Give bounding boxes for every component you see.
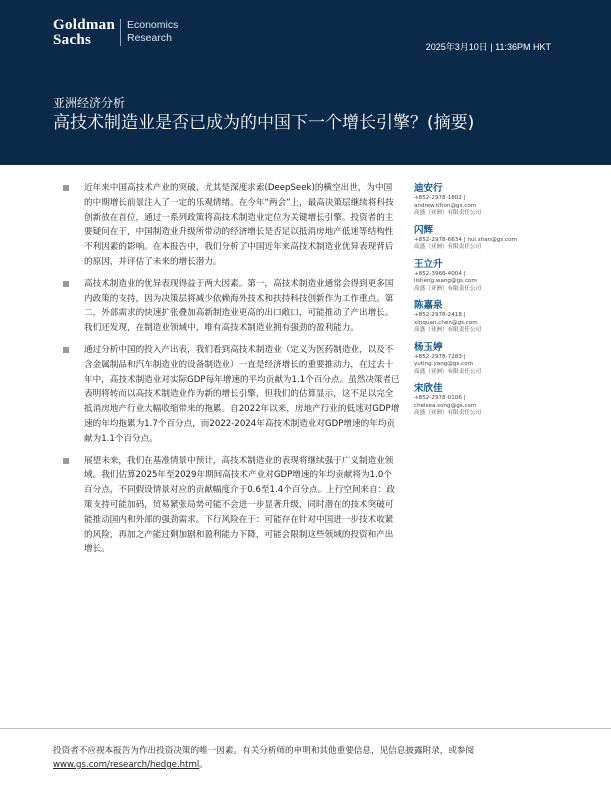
author-email[interactable]: yuting.yang@gs.com [414, 361, 474, 367]
author-phone: +852-3966-4004 | [414, 270, 466, 277]
bullet-text: 通过分析中国的投入产出表，我们看到高技术制造业（定义为医药制造业，以及不含金属制品和汽车制造业的设备制造业）一直是经济增长的重要推动力，在过去十年中，高技术制造业对实际GDP每年增速的平均贡献为1.1个百分点。虽然决策者已表明将转而以高技术制造业作为新的增长引擎，但我们的估算显示，这不足以完全抵消房地产行业大幅收缩带来的拖累。自2022年以来，房地产行业的低迷对GDP增速的年均拖累为1.7个百分点，而2022-2024年高技术制造业对GDP增速的年均贡献为1.1个百分点。 [84, 344, 400, 444]
logo-divider [120, 19, 121, 46]
author-card [414, 342, 564, 377]
logo-line-2: Sachs [53, 32, 92, 48]
summary-bullets [60, 181, 400, 564]
author-card [414, 300, 564, 335]
author-firm: 高盛（亚洲）有限责任公司 [414, 244, 482, 250]
report-header [0, 0, 611, 165]
author-firm: 高盛（亚洲）有限责任公司 [414, 285, 482, 292]
author-email[interactable]: lisheng.wang@gs.com [414, 278, 477, 284]
author-card [414, 183, 564, 218]
author-email[interactable]: xinquan.chen@gs.com [414, 319, 478, 326]
author-phone-email[interactable]: +852-2978-6634 | hui.shan@gs.com [414, 236, 517, 243]
bullet-square-icon [63, 458, 69, 464]
report-date: 2025年3月10日 | 11:36PM HKT [425, 42, 551, 52]
footer-text: 投资者不应视本报告为作出投资决策的唯一因素。有关分析师的申明和其他重要信息，见信息披露附录，或参阅 [53, 746, 475, 756]
bullet-text: 高技术制造业的优异表现得益于两大因素。第一，高技术制造业通常会得到更多国内政策的支持，因为决策层将减少依赖海外技术和扶持科技创新作为工作重点。第二，外部需求的快速扩张叠加高新制造业更高的出口敞口，可能推动了产出增长。我们还发现，在制造业领域中，唯有高技术制造业拥有强劲的盈利能力。 [84, 278, 394, 334]
bullet-item [60, 181, 400, 270]
bullet-text: 近年来中国高技术产业的突破，尤其是深度求索(DeepSeek)的横空出世，为中国的中期增长前景注入了一定的乐观情绪。在今年“两会”上，最高决策层继续将科技创新放在首位，通过一系列政策将高技术制造业定位为关键增长引擎。投资者的主要疑问在于，中国制造业升级所带动的经济增长是否足以抵消房地产低迷等结构性不利因素的影响。在本报告中，我们分析了中国近年来高技术制造业优异表现背后的原因，并评估了未来的增长潜力。 [84, 183, 394, 267]
report-title: 高技术制造业是否已成为的中国下一个增长引擎？(摘要) [53, 113, 475, 133]
bullet-item [60, 343, 400, 447]
bullet-square-icon [63, 347, 69, 353]
author-email[interactable]: chelsea.song@gs.com [414, 402, 477, 409]
logo-line-1: Goldman [53, 17, 116, 33]
disclosure-footer [53, 744, 563, 772]
author-name: 杨玉婷 [414, 341, 443, 353]
author-name: 陈嘉泉 [414, 300, 443, 311]
author-name: 宋欣佳 [414, 383, 443, 394]
author-firm: 高盛（亚洲）有限责任公司 [414, 327, 482, 333]
footer-divider [0, 728, 611, 729]
author-phone: +852-2978-2418 | [414, 312, 466, 318]
author-name: 王立升 [414, 258, 443, 270]
author-name: 闪辉 [414, 224, 434, 236]
report-category: 亚洲经济分析 [53, 96, 126, 110]
bullet-text: 展望未来，我们在基准情景中预计，高技术制造业的表现将继续强于广义制造业领域。我们估算2025年至2029年期间高技术产业对GDP增速的年均贡献将为1.0个百分点，不同假设情景对应的贡献幅度介于0.6至1.4个百分点。上行空间来自：政策支持可能加码，贸易紧张局势可能不会进一步显著升级，同时潜在的技术突破可能推动国内和外部的强劲需求。下行风险在于：可能存在针对中国进一步技术收紧的风险，再加之产能过剩加剧和盈利能力下降，可能会限制这些领域的投资和产出增长。 [84, 455, 395, 555]
bullet-item [60, 277, 400, 336]
author-phone: +852-2978-7283 | [414, 353, 466, 360]
goldman-sachs-logo [53, 17, 179, 48]
author-phone: +852-2978-1802 | [414, 195, 466, 201]
author-name: 迪安行 [414, 183, 443, 194]
author-phone: +852-2978-0106 | [414, 395, 466, 401]
author-firm: 高盛（亚洲）有限责任公司 [414, 410, 482, 416]
footer-end: 。 [199, 760, 208, 770]
author-firm: 高盛（亚洲）有限责任公司 [414, 368, 482, 375]
research-unit [127, 19, 207, 45]
author-firm: 高盛（亚洲）有限责任公司 [414, 210, 482, 216]
bullet-square-icon [63, 281, 69, 287]
bullet-square-icon [63, 185, 69, 191]
hedge-link[interactable]: www.gs.com/research/hedge.html [53, 760, 200, 770]
author-card [414, 225, 564, 252]
unit-line-1: Economics [127, 19, 179, 31]
unit-line-2: Research [127, 32, 172, 44]
author-card [414, 259, 564, 294]
authors-sidebar [414, 183, 564, 425]
author-email[interactable]: andrew.tilton@gs.com [414, 202, 477, 209]
bullet-item [60, 454, 400, 558]
author-card [414, 383, 564, 418]
